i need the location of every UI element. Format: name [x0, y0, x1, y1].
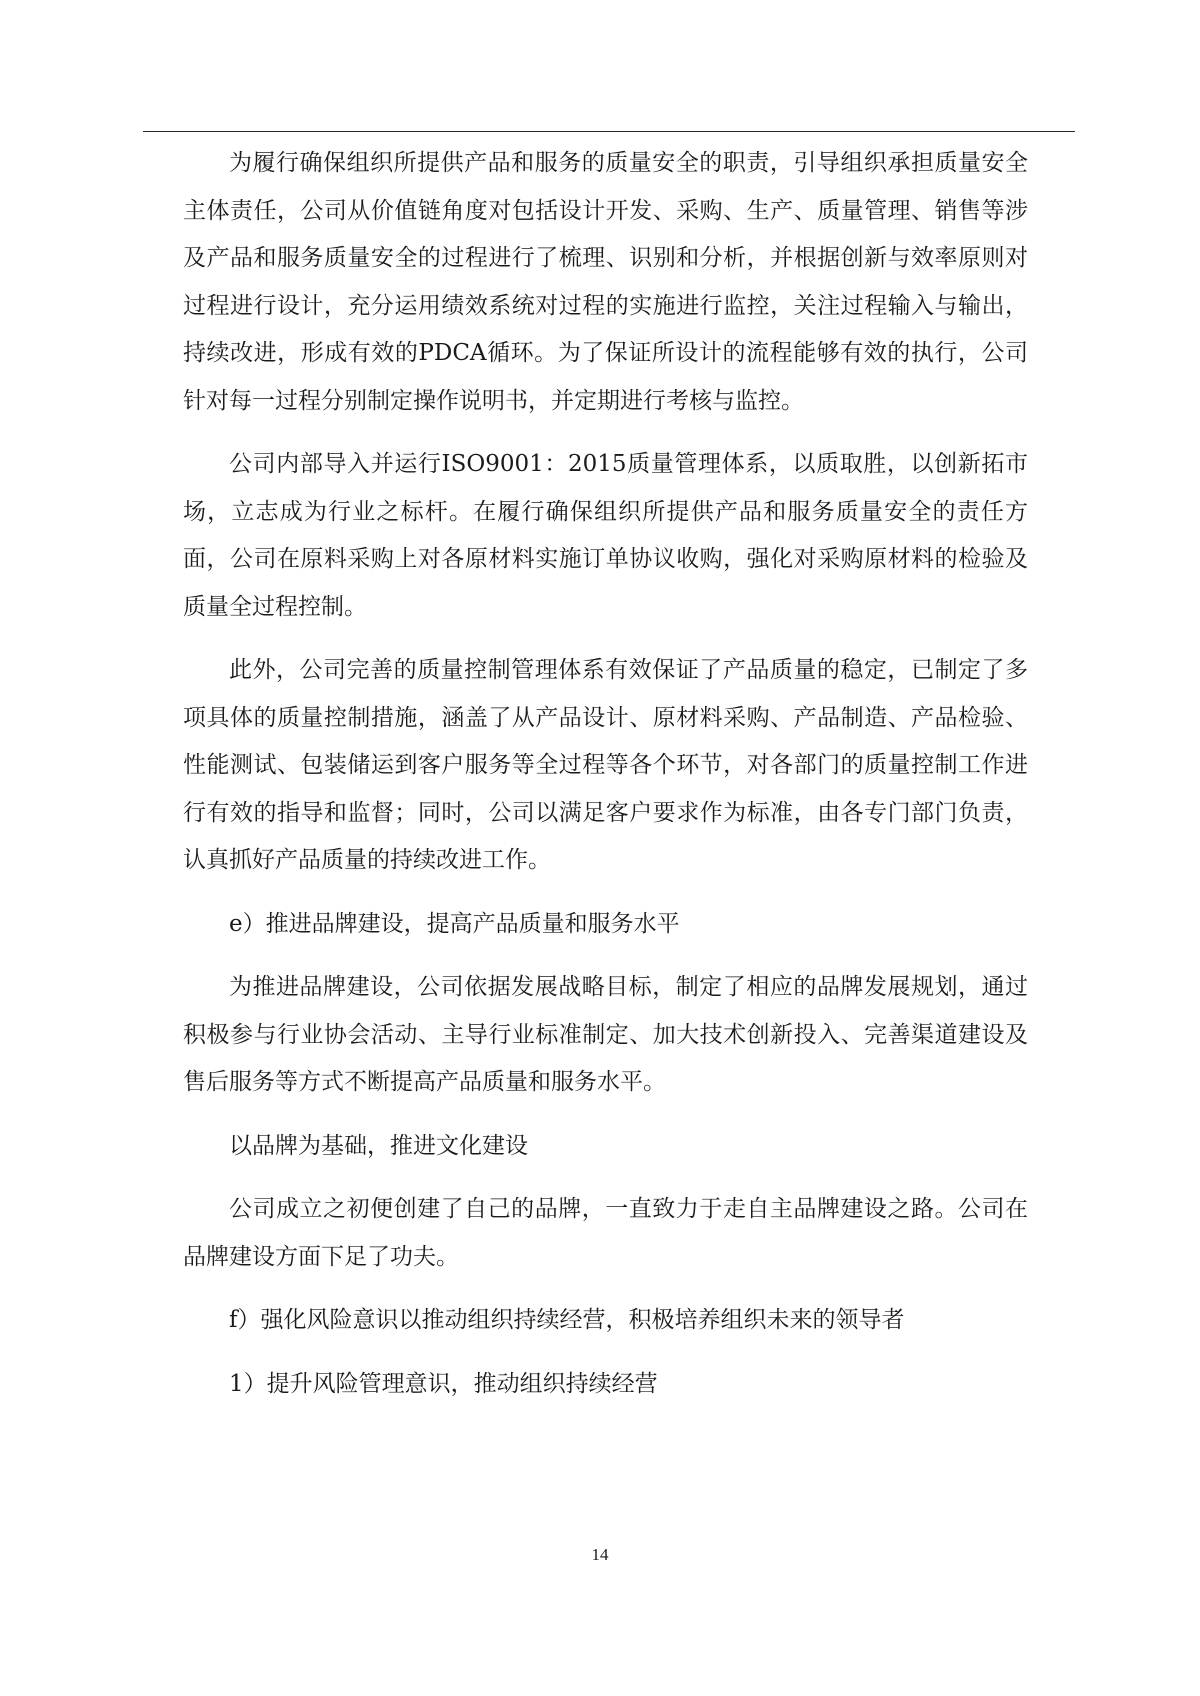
- header-rule: [143, 131, 1075, 132]
- section-heading-f: f）强化风险意识以推动组织持续经营，积极培养组织未来的领导者: [229, 1307, 905, 1333]
- paragraph-quality-responsibility: 为履行确保组织所提供产品和服务的质量安全的职责，引导组织承担质量安全主体责任，公司从价值链角度对包括设计开发、采购、生产、质量管理、销售等涉及产品和服务质量安全的过程进行了梳理、识别和分析，并根据创新与效率原则对过程进行设计，充分运用绩效系统对过程的实施进行监控，关注过程输入与输出，持续改进，形成有效的PDCA循环。为了保证所设计的流程能够有效的执行，公司针对每一过程分别制定操作说明书，并定期进行考核与监控。: [183, 150, 1028, 414]
- paragraph-own-brand: 公司成立之初便创建了自己的品牌，一直致力于走自主品牌建设之路。公司在品牌建设方面下足了功夫。: [183, 1196, 1028, 1270]
- paragraph-quality-control: 此外，公司完善的质量控制管理体系有效保证了产品质量的稳定，已制定了多项具体的质量控制措施，涵盖了从产品设计、原材料采购、产品制造、产品检验、性能测试、包装储运到客户服务等全过程等各个环节，对各部门的质量控制工作进行有效的指导和监督；同时，公司以满足客户要求作为标准，由各专门部门负责，认真抓好产品质量的持续改进工作。: [183, 657, 1028, 873]
- paragraph-brand-building: 为推进品牌建设，公司依据发展战略目标，制定了相应的品牌发展规划，通过积极参与行业协会活动、主导行业标准制定、加大技术创新投入、完善渠道建设及售后服务等方式不断提高产品质量和服务水平。: [183, 974, 1028, 1095]
- page-body: [183, 140, 1028, 1424]
- section-heading-e: e）推进品牌建设，提高产品质量和服务水平: [229, 910, 680, 937]
- subheading-culture: 以品牌为基础，推进文化建设: [229, 1132, 528, 1159]
- subheading-risk-management: 1）提升风险管理意识，推动组织持续经营: [229, 1370, 658, 1397]
- paragraph-iso9001: 公司内部导入并运行ISO9001：2015质量管理体系，以质取胜，以创新拓市场，立志成为行业之标杆。在履行确保组织所提供产品和服务质量安全的责任方面，公司在原料采购上对各原材料实施订单协议收购，强化对采购原材料的检验及质量全过程控制。: [183, 451, 1028, 620]
- page-number: 14: [591, 1545, 609, 1564]
